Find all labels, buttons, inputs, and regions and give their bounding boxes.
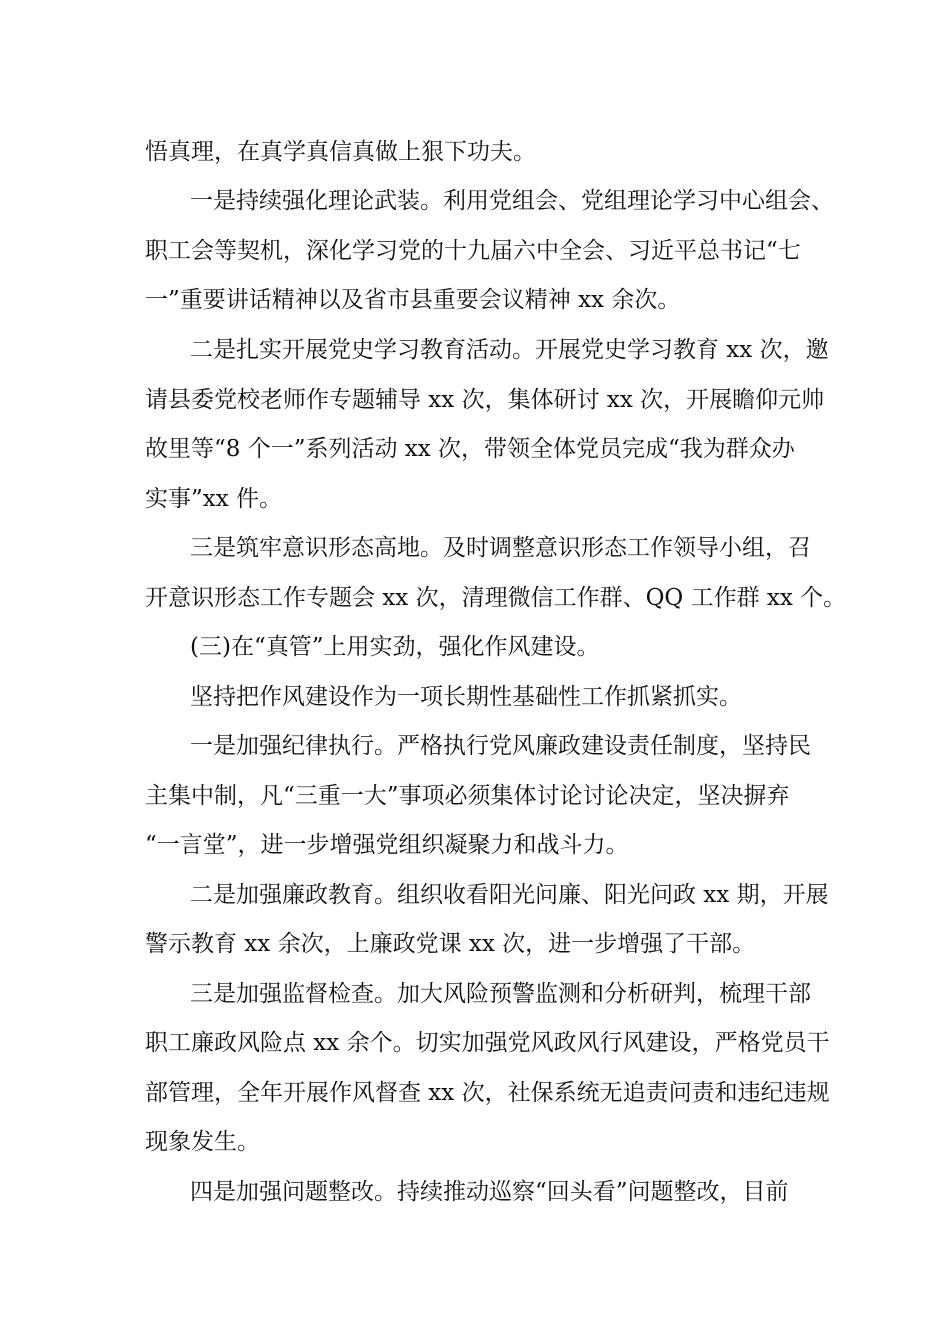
text-line: 主集中制，凡“三重一大”事项必须集体讨论讨论决定，坚决摒弃 bbox=[145, 783, 790, 809]
text-line: 现象发生。 bbox=[145, 1129, 260, 1155]
text-line: 部管理，全年开展作风督查 xx 次，社保系统无追责问责和违纪违规 bbox=[145, 1080, 830, 1106]
paragraph-start-line: 三是加强监督检查。加大风险预警监测和分析研判，梳理干部 bbox=[190, 981, 811, 1007]
text-line: 开意识形态工作专题会 xx 次，清理微信工作群、QQ 工作群 xx 个。 bbox=[145, 585, 847, 611]
paragraph-start-line: 三是筑牢意识形态高地。及时调整意识形态工作领导小组，召 bbox=[190, 535, 811, 561]
text-line: “一言堂”，进一步增强党组织凝聚力和战斗力。 bbox=[145, 832, 629, 858]
text-line: 故里等“8 个一”系列活动 xx 次，带领全体党员完成“我为群众办 bbox=[145, 436, 795, 462]
section-heading: (三)在“真管”上用实劲，强化作风建设。 bbox=[190, 634, 600, 660]
paragraph-start-line: 一是加强纪律执行。严格执行党风廉政建设责任制度，坚持民 bbox=[190, 733, 811, 759]
paragraph-start-line: 二是加强廉政教育。组织收看阳光问廉、阳光问政 xx 期，开展 bbox=[190, 882, 829, 908]
paragraph-start-line: 坚持把作风建设作为一项长期性基础性工作抓紧抓实。 bbox=[190, 684, 742, 710]
text-line: 职工会等契机，深化学习党的十九届六中全会、习近平总书记“七 bbox=[145, 238, 801, 264]
paragraph-start-line: 四是加强问题整改。持续推动巡察“回头看”问题整改，目前 bbox=[190, 1179, 789, 1205]
text-line: 警示教育 xx 余次，上廉政党课 xx 次，进一步增强了干部。 bbox=[145, 931, 756, 957]
text-line: 一”重要讲话精神以及省市县重要会议精神 xx 余次。 bbox=[145, 287, 681, 313]
paragraph-start-line: 二是扎实开展党史学习教育活动。开展党史学习教育 xx 次，邀 bbox=[190, 337, 829, 363]
paragraph-start-line: 一是持续强化理论武装。利用党组会、党组理论学习中心组会、 bbox=[190, 188, 834, 214]
text-line: 职工廉政风险点 xx 余个。切实加强党风政风行风建设，严格党员干 bbox=[145, 1030, 830, 1056]
text-line: 请县委党校老师作专题辅导 xx 次，集体研讨 xx 次，开展瞻仰元帅 bbox=[145, 387, 825, 413]
text-line: 悟真理，在真学真信真做上狠下功夫。 bbox=[145, 139, 536, 165]
text-line: 实事”xx 件。 bbox=[145, 486, 283, 512]
